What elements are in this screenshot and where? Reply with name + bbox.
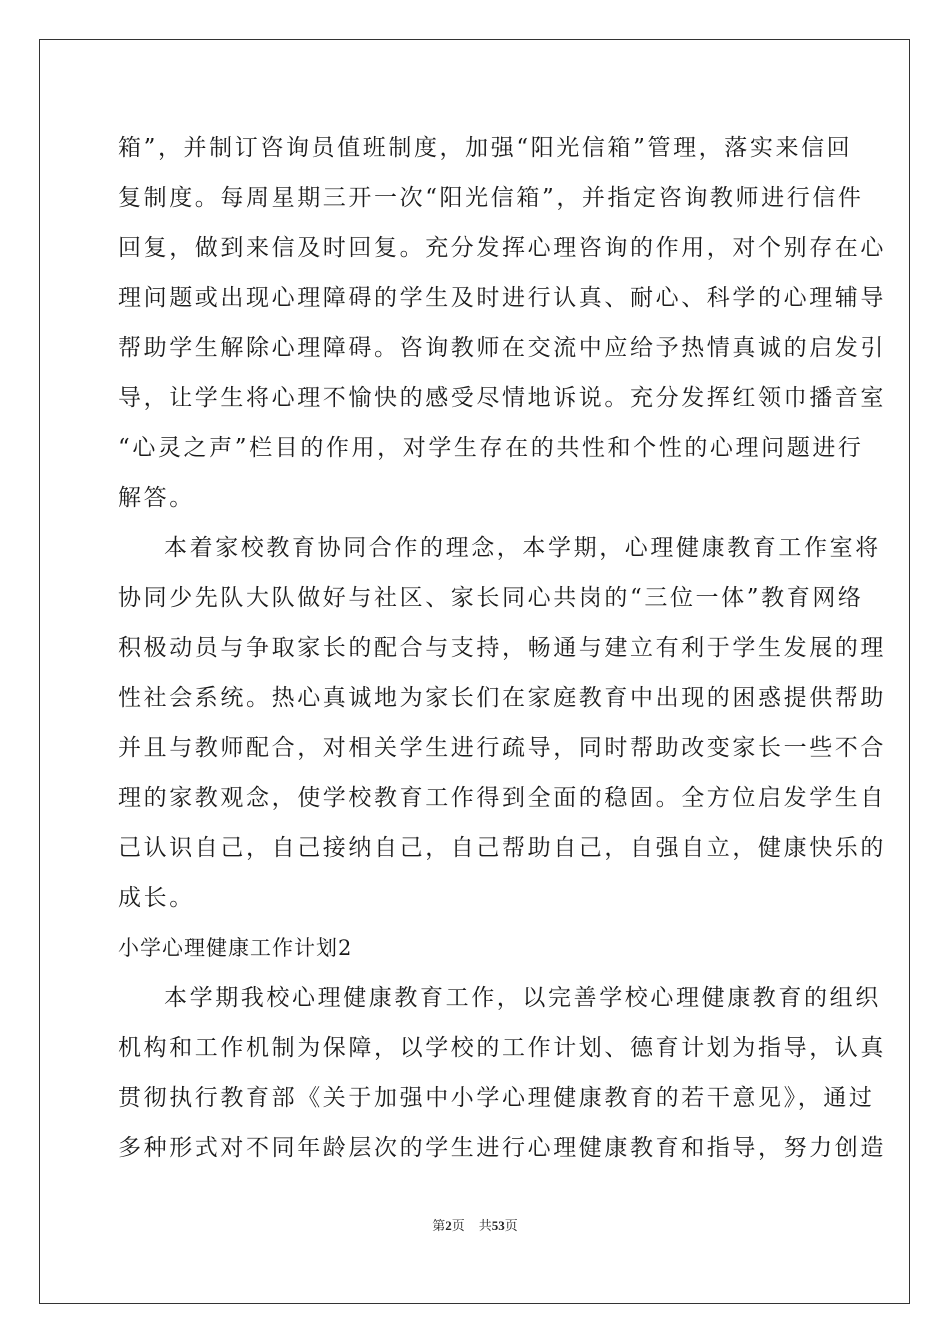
text-line: 理问题或出现心理障碍的学生及时进行认真、耐心、科学的心理辅导 <box>118 285 886 311</box>
text-line: 己认识自己，自己接纳自己，自己帮助自己，自强自立，健康快乐的 <box>118 835 886 861</box>
page-unit: 页 <box>451 1218 465 1233</box>
text-line: 成长。 <box>118 885 195 911</box>
page-footer <box>0 1218 950 1234</box>
text-line: 并且与教师配合，对相关学生进行疏导，同时帮助改变家长一些不合 <box>118 735 886 761</box>
total-unit: 页 <box>504 1218 518 1233</box>
text-line: 多种形式对不同年龄层次的学生进行心理健康教育和指导，努力创造 <box>118 1135 886 1161</box>
total-prefix: 共 <box>478 1218 492 1233</box>
page-border <box>39 39 910 1304</box>
text-line: 理的家教观念，使学校教育工作得到全面的稳固。全方位启发学生自 <box>118 785 886 811</box>
text-line: 箱”，并制订咨询员值班制度，加强“阳光信箱”管理，落实来信回 <box>118 135 853 161</box>
text-line: 积极动员与争取家长的配合与支持，畅通与建立有利于学生发展的理 <box>118 635 886 661</box>
page-number: 2 <box>445 1218 452 1233</box>
section-heading: 小学心理健康工作计划2 <box>118 936 353 960</box>
paragraph-start-line: 本着家校教育协同合作的理念，本学期，心理健康教育工作室将 <box>164 535 881 561</box>
text-line: 贯彻执行教育部《关于加强中小学心理健康教育的若干意见》，通过 <box>118 1085 875 1111</box>
paragraph-start-line: 本学期我校心理健康教育工作，以完善学校心理健康教育的组织 <box>164 985 881 1011</box>
text-line: 复制度。每周星期三开一次“阳光信箱”，并指定咨询教师进行信件 <box>118 185 864 211</box>
text-line: “心灵之声”栏目的作用，对学生存在的共性和个性的心理问题进行 <box>118 435 864 461</box>
text-line: 回复，做到来信及时回复。充分发挥心理咨询的作用，对个别存在心 <box>118 235 886 261</box>
page-total: 53 <box>491 1218 505 1233</box>
text-line: 导，让学生将心理不愉快的感受尽情地诉说。充分发挥红领巾播音室 <box>118 385 886 411</box>
page-prefix: 第 <box>432 1218 446 1233</box>
text-line: 解答。 <box>118 485 195 511</box>
text-line: 帮助学生解除心理障碍。咨询教师在交流中应给予热情真诚的启发引 <box>118 335 886 361</box>
text-line: 协同少先队大队做好与社区、家长同心共岗的“三位一体”教育网络 <box>118 585 864 611</box>
text-line: 性社会系统。热心真诚地为家长们在家庭教育中出现的困惑提供帮助 <box>118 685 886 711</box>
text-line: 机构和工作机制为保障，以学校的工作计划、德育计划为指导，认真 <box>118 1035 886 1061</box>
